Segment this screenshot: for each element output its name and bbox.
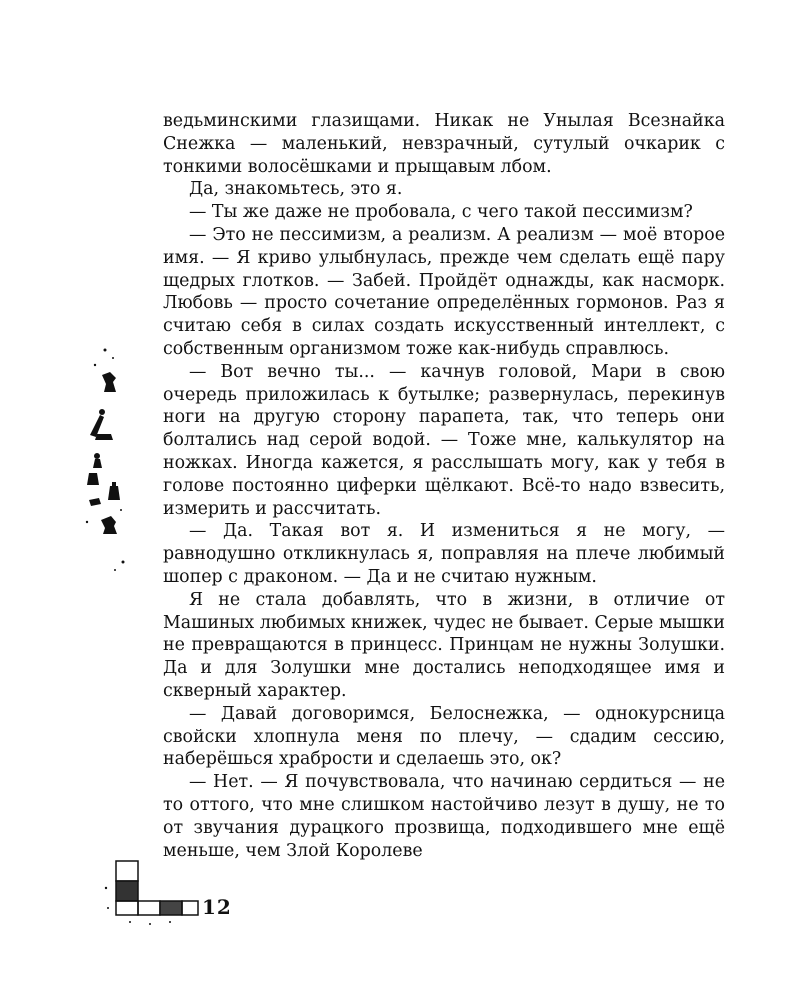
paragraph: — Да. Такая вот я. И измениться я не могу, — равнодушно откликнулась я, поправляя на плече любимый шопер с драконом. — Да и не считаю нужным. (163, 521, 725, 587)
chessboard-corner-icon (100, 858, 200, 928)
paragraph: — Нет. — Я почувствовала, что начинаю сердиться — не то оттого, что мне слишком настойчиво лезут в душу, не то от звучания дурацкого прозвища, подходившего мне ещё меньше, чем Злой Королеве (163, 772, 725, 861)
paragraph: Да, знакомьтесь, это я. (189, 179, 403, 200)
paragraph: ведьминскими глазищами. Никак не Унылая Всезнайка Снежка — маленький, невзрачный, сутулый очкарик с тонкими волосёшками и прыщавым лбом. (163, 111, 725, 177)
chess-pieces-illustration-icon (75, 340, 145, 580)
paragraph: Я не стала добавлять, что в жизни, в отличие от Машиных любимых книжек, чудес не бывает. Серые мышки не превращаются в принцесс. Принцам не нужны Золушки. Да и для Золушки мне достались неподходящее имя и скверный характер. (163, 589, 725, 701)
paragraph: — Это не пессимизм, а реализм. А реализм — моё второе имя. — Я криво улыбнулась, прежде чем сделать ещё пару щедрых глотков. — Забей. Пройдёт однажды, как насморк. Любовь — просто сочетание определённых гормонов. Раз я считаю себя в силах создать искусственный интеллект, с собственным организмом тоже как-нибудь справлюсь. (163, 224, 725, 359)
page-number: 12 (202, 895, 232, 919)
paragraph: — Давай договоримся, Белоснежка, — однокурсница свойски хлопнула меня по плечу, — сдадим сессию, наберёшься храбрости и сделаешь это, ок? (163, 703, 725, 770)
paragraph: — Ты же даже не пробовала, с чего такой пессимизм? (189, 202, 693, 223)
page-body-text (163, 110, 725, 862)
paragraph: — Вот вечно ты... — качнув головой, Мари в свою очередь приложилась к бутылке; развернулась, перекинув ноги на другую сторону парапета, так, что теперь они болтались над серой водой. — Тоже мне, калькулятор на ножках. Иногда кажется, я расслышать могу, как у тебя в голове постоянно циферки щёлкают. Всё-то надо взвесить, измерить и рассчитать. (163, 361, 725, 519)
